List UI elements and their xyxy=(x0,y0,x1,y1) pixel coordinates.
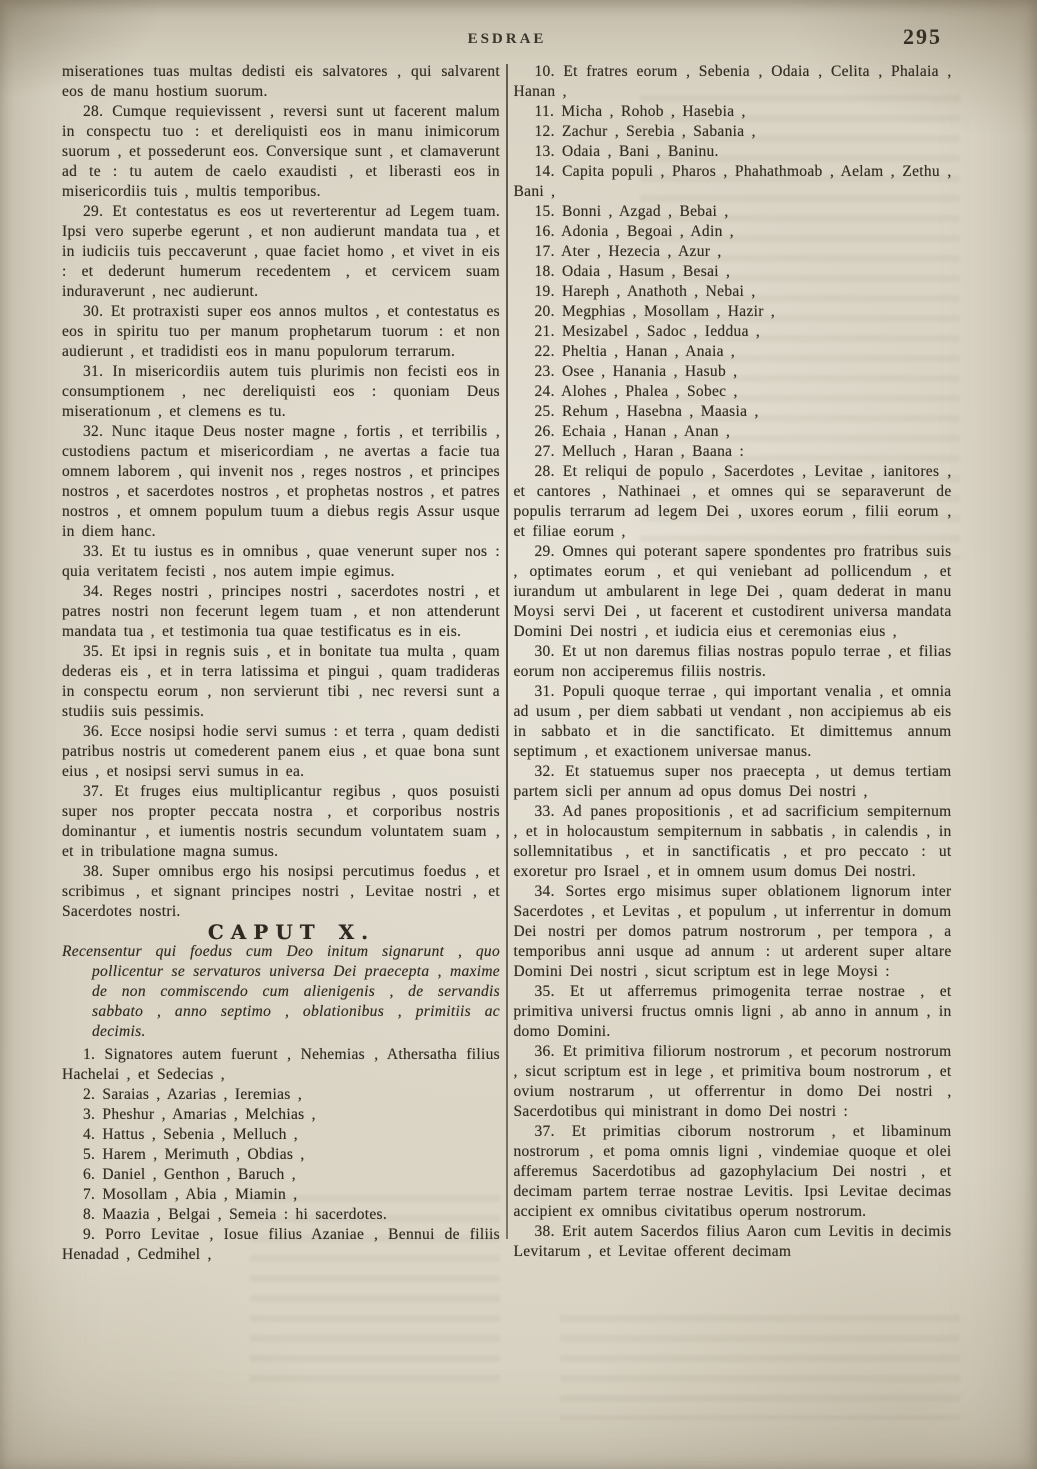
page-number: 295 xyxy=(903,24,942,49)
verse-paragraph: 38. Erit autem Sacerdos filius Aaron cum Levitis in decimis Levitarum , et Levitae offerent decimam xyxy=(513,1223,952,1260)
verse-paragraph: 34. Sortes ergo misimus super oblationem lignorum inter Sacerdotes , et Levitas , et populum , ut inferrentur in domum Dei nostri per domos patrum nostrorum , per tempora , a temporibus anni usque ad annum : ut arderent super altare Domini Dei nostri , sicut scriptum est in lege Moysi : xyxy=(513,883,952,980)
verse-paragraph: 25. Rehum , Hasebna , Maasia , xyxy=(534,403,759,420)
verse-paragraph: 13. Odaia , Bani , Baninu. xyxy=(534,143,719,160)
running-header xyxy=(62,26,952,60)
verse-paragraph: 22. Pheltia , Hanan , Anaia , xyxy=(534,343,736,360)
verse-paragraph: 20. Megphias , Mosollam , Hazir , xyxy=(534,303,776,320)
verse-paragraph: 9. Porro Levitae , Iosue filius Azaniae , Bennui de filiis Henadad , Cedmihel , xyxy=(62,1226,500,1263)
verse-paragraph: 30. Et protraxisti super eos annos multos , et contestatus es eos in spiritu tuo per manum prophetarum tuorum : et non audierunt , et tradidisti eos in manu populorum terrarum. xyxy=(62,303,500,360)
right-column xyxy=(514,62,952,1265)
verse-paragraph: 37. Et fruges eius multiplicantur regibus , quos posuisti super nos propter peccata nostra , et corporibus nostris dominantur , et iumentis nostris secundum voluntatem suam , et in tribulatione magna sumus. xyxy=(62,783,500,860)
verse-paragraph: 16. Adonia , Begoai , Adin , xyxy=(534,223,734,240)
verse-paragraph: 7. Mosollam , Abia , Miamin , xyxy=(83,1186,298,1203)
verse-paragraph: 35. Et ipsi in regnis suis , et in bonitate tua multa , quam dederas eis , et in terra latissima et pingui , quam tradideras in conspectu eorum , non servierunt tibi , nec reversi sunt a studiis suis pessimis. xyxy=(62,643,500,720)
verse-paragraph: 30. Et ut non daremus filias nostras populo terrae , et filias eorum non acciperemus filiis nostris. xyxy=(513,643,952,680)
verse-paragraph: 31. Populi quoque terrae , qui important venalia , et omnia ad usum , per diem sabbati ut vendant , non accipiemus ab eis in sabbato et in die sanctificato. Et dimittemus annum septimum , et exactionem universae manus. xyxy=(513,683,952,760)
left-column xyxy=(62,62,500,1265)
verse-paragraph: 28. Et reliqui de populo , Sacerdotes , Levitae , ianitores , et cantores , Nathinaei , et omnes qui se separaverunt de populis terrarum ad legem Dei , uxores eorum , filii eorum , et filiae eorum , xyxy=(513,463,952,540)
verse-paragraph: 27. Melluch , Haran , Baana : xyxy=(534,443,745,460)
verse-paragraph: 3. Pheshur , Amarias , Melchias , xyxy=(83,1106,316,1123)
verse-paragraph: 28. Cumque requievissent , reversi sunt ut facerent malum in conspectu tuo : et dereliquisti eos in manu inimicorum suorum , et possederunt eos. Conversique sunt , et clamaverunt ad te : tu autem de caelo exaudisti , et liberasti eos in misericordiis tuis , multis temporibus. xyxy=(62,103,500,200)
verse-paragraph: 17. Ater , Hezecia , Azur , xyxy=(534,243,722,260)
verse-paragraph: 32. Nunc itaque Deus noster magne , fortis , et terribilis , custodiens pactum et misericordiam , ne avertas a facie tua omnem laborem , qui invenit nos , reges nostros , et principes nostros , et sacerdotes nostros , et prophetas nostros , et patres nostros , et omnem populum tuum a diebus regis Assur usque in diem hanc. xyxy=(62,423,500,540)
column-divider-rule xyxy=(506,64,508,1239)
verse-paragraph: 36. Ecce nosipsi hodie servi sumus : et terra , quam dedisti patribus nostris ut comederent panem eius , et quae bona sunt eius , et nosipsi servi sumus in ea. xyxy=(62,723,500,780)
verse-paragraph: 18. Odaia , Hasum , Besai , xyxy=(534,263,731,280)
verse-paragraph: 38. Super omnibus ergo his nosipsi percutimus foedus , et scribimus , et signant principes nostri , Levitae nostri , et Sacerdotes nostri. xyxy=(62,863,500,920)
running-title: ESDRAE xyxy=(467,31,547,47)
verse-paragraph: 32. Et statuemus super nos praecepta , ut demus tertiam partem sicli per annum ad opus domus Dei nostri , xyxy=(513,763,952,800)
verse-paragraph: 19. Hareph , Anathoth , Nebai , xyxy=(534,283,756,300)
verse-paragraph: 23. Osee , Hanania , Hasub , xyxy=(534,363,738,380)
verse-paragraph: 26. Echaia , Hanan , Anan , xyxy=(534,423,731,440)
verse-paragraph: 29. Et contestatus es eos ut reverterentur ad Legem tuam. Ipsi vero superbe egerunt , et non audierunt mandata tua , et in iudiciis tuis peccaverunt , quae faciet homo , et vivet in eis : et dederunt humerum recedentem , et cervicem suam induraverunt , nec audierunt. xyxy=(62,203,500,300)
verse-paragraph: 14. Capita populi , Pharos , Phahathmoab , Aelam , Zethu , Bani , xyxy=(513,163,952,200)
verse-paragraph: 12. Zachur , Serebia , Sabania , xyxy=(534,123,756,140)
verse-paragraph: 29. Omnes qui poterant sapere spondentes pro fratribus suis , optimates eorum , et qui veniebant ad pollicendum , et iurandum ut ambularent in lege Dei , quam dederat in manu Moysi servi Dei , ut facerent et custodirent universa mandata Domini Dei nostri , et iudicia eius et ceremonias eius , xyxy=(513,543,952,640)
chapter-heading: CAPUT X. xyxy=(207,920,376,944)
chapter10-verses-left xyxy=(62,1045,500,1265)
verse-paragraph: 8. Maazia , Belgai , Semeia : hi sacerdotes. xyxy=(83,1206,388,1223)
chapter-argument: Recensentur qui foedus cum Deo initum signarunt , quo pollicentur se servaturos universa Dei praecepta , maxime de non commiscendo cum alienigenis , de servandis sabbato , anno septimo , oblationibus , primitiis ac decimis. xyxy=(62,943,500,1040)
verse-paragraph: 2. Saraias , Azarias , Ieremias , xyxy=(83,1086,302,1103)
showthrough-texture xyxy=(560,1310,960,1420)
chapter10-verses-right xyxy=(514,62,952,1262)
verse-paragraph: 35. Et ut afferremus primogenita terrae nostrae , et primitiva universi fructus omnis ligni , ab anno in annum , in domo Domini. xyxy=(513,983,952,1040)
verse-paragraph-continuation: miserationes tuas multas dedisti eis salvatores , qui salvarent eos de manu hostium suorum. xyxy=(62,63,500,100)
verse-paragraph: 36. Et primitiva filiorum nostrorum , et pecorum nostrorum , sicut scriptum est in lege , et primitiva boum nostrorum , et ovium nostrarum , ut offerrentur in domo Dei nostri , Sacerdotibus qui ministrant in domo Dei nostri : xyxy=(513,1043,952,1120)
verse-paragraph: 4. Hattus , Sebenia , Melluch , xyxy=(83,1126,298,1143)
verse-paragraph: 31. In misericordiis autem tuis plurimis non fecisti eos in consumptionem , nec dereliquisti eos : quoniam Deus miserationum , et clemens es tu. xyxy=(62,363,500,420)
verse-paragraph: 5. Harem , Merimuth , Obdias , xyxy=(83,1146,305,1163)
text-columns xyxy=(62,62,952,1265)
verse-paragraph: 33. Et tu iustus es in omnibus , quae venerunt super nos : quia veritatem fecisti , nos autem impie egimus. xyxy=(62,543,500,580)
verse-paragraph: 11. Micha , Rohob , Hasebia , xyxy=(534,103,746,120)
verse-paragraph: 10. Et fratres eorum , Sebenia , Odaia , Celita , Phalaia , Hanan , xyxy=(513,63,952,100)
verse-paragraph: 37. Et primitias ciborum nostrorum , et libaminum nostrorum , et poma omnis ligni , vindemiae quoque et olei afferemus Sacerdotibus ad gazophylacium Dei nostri , et decimam partem terrae nostrae Levitis. Ipsi Levitae decimas accipient ex omnibus civitatibus operum nostrorum. xyxy=(513,1123,952,1220)
verse-paragraph: 24. Alohes , Phalea , Sobec , xyxy=(534,383,738,400)
verse-paragraph: 15. Bonni , Azgad , Bebai , xyxy=(534,203,729,220)
verse-paragraph: 34. Reges nostri , principes nostri , sacerdotes nostri , et patres nostri non fecerunt legem tuam , et non attenderunt mandata tua , et testimonia tua quae testificatus es in eis. xyxy=(62,583,500,640)
chapter9-verses xyxy=(62,102,500,922)
verse-paragraph: 1. Signatores autem fuerunt , Nehemias , Athersatha filius Hachelai , et Sedecias , xyxy=(62,1046,500,1083)
verse-paragraph: 6. Daniel , Genthon , Baruch , xyxy=(83,1166,296,1183)
verse-paragraph: 33. Ad panes propositionis , et ad sacrificium sempiternum , et in holocaustum sempiternum in sabbatis , in calendis , in sollemnitatibus , et in sanctificatis , et pro peccato : ut exoretur pro Israel , et in omnem usum domus Dei nostri. xyxy=(513,803,952,880)
verse-paragraph: 21. Mesizabel , Sadoc , Ieddua , xyxy=(534,323,761,340)
